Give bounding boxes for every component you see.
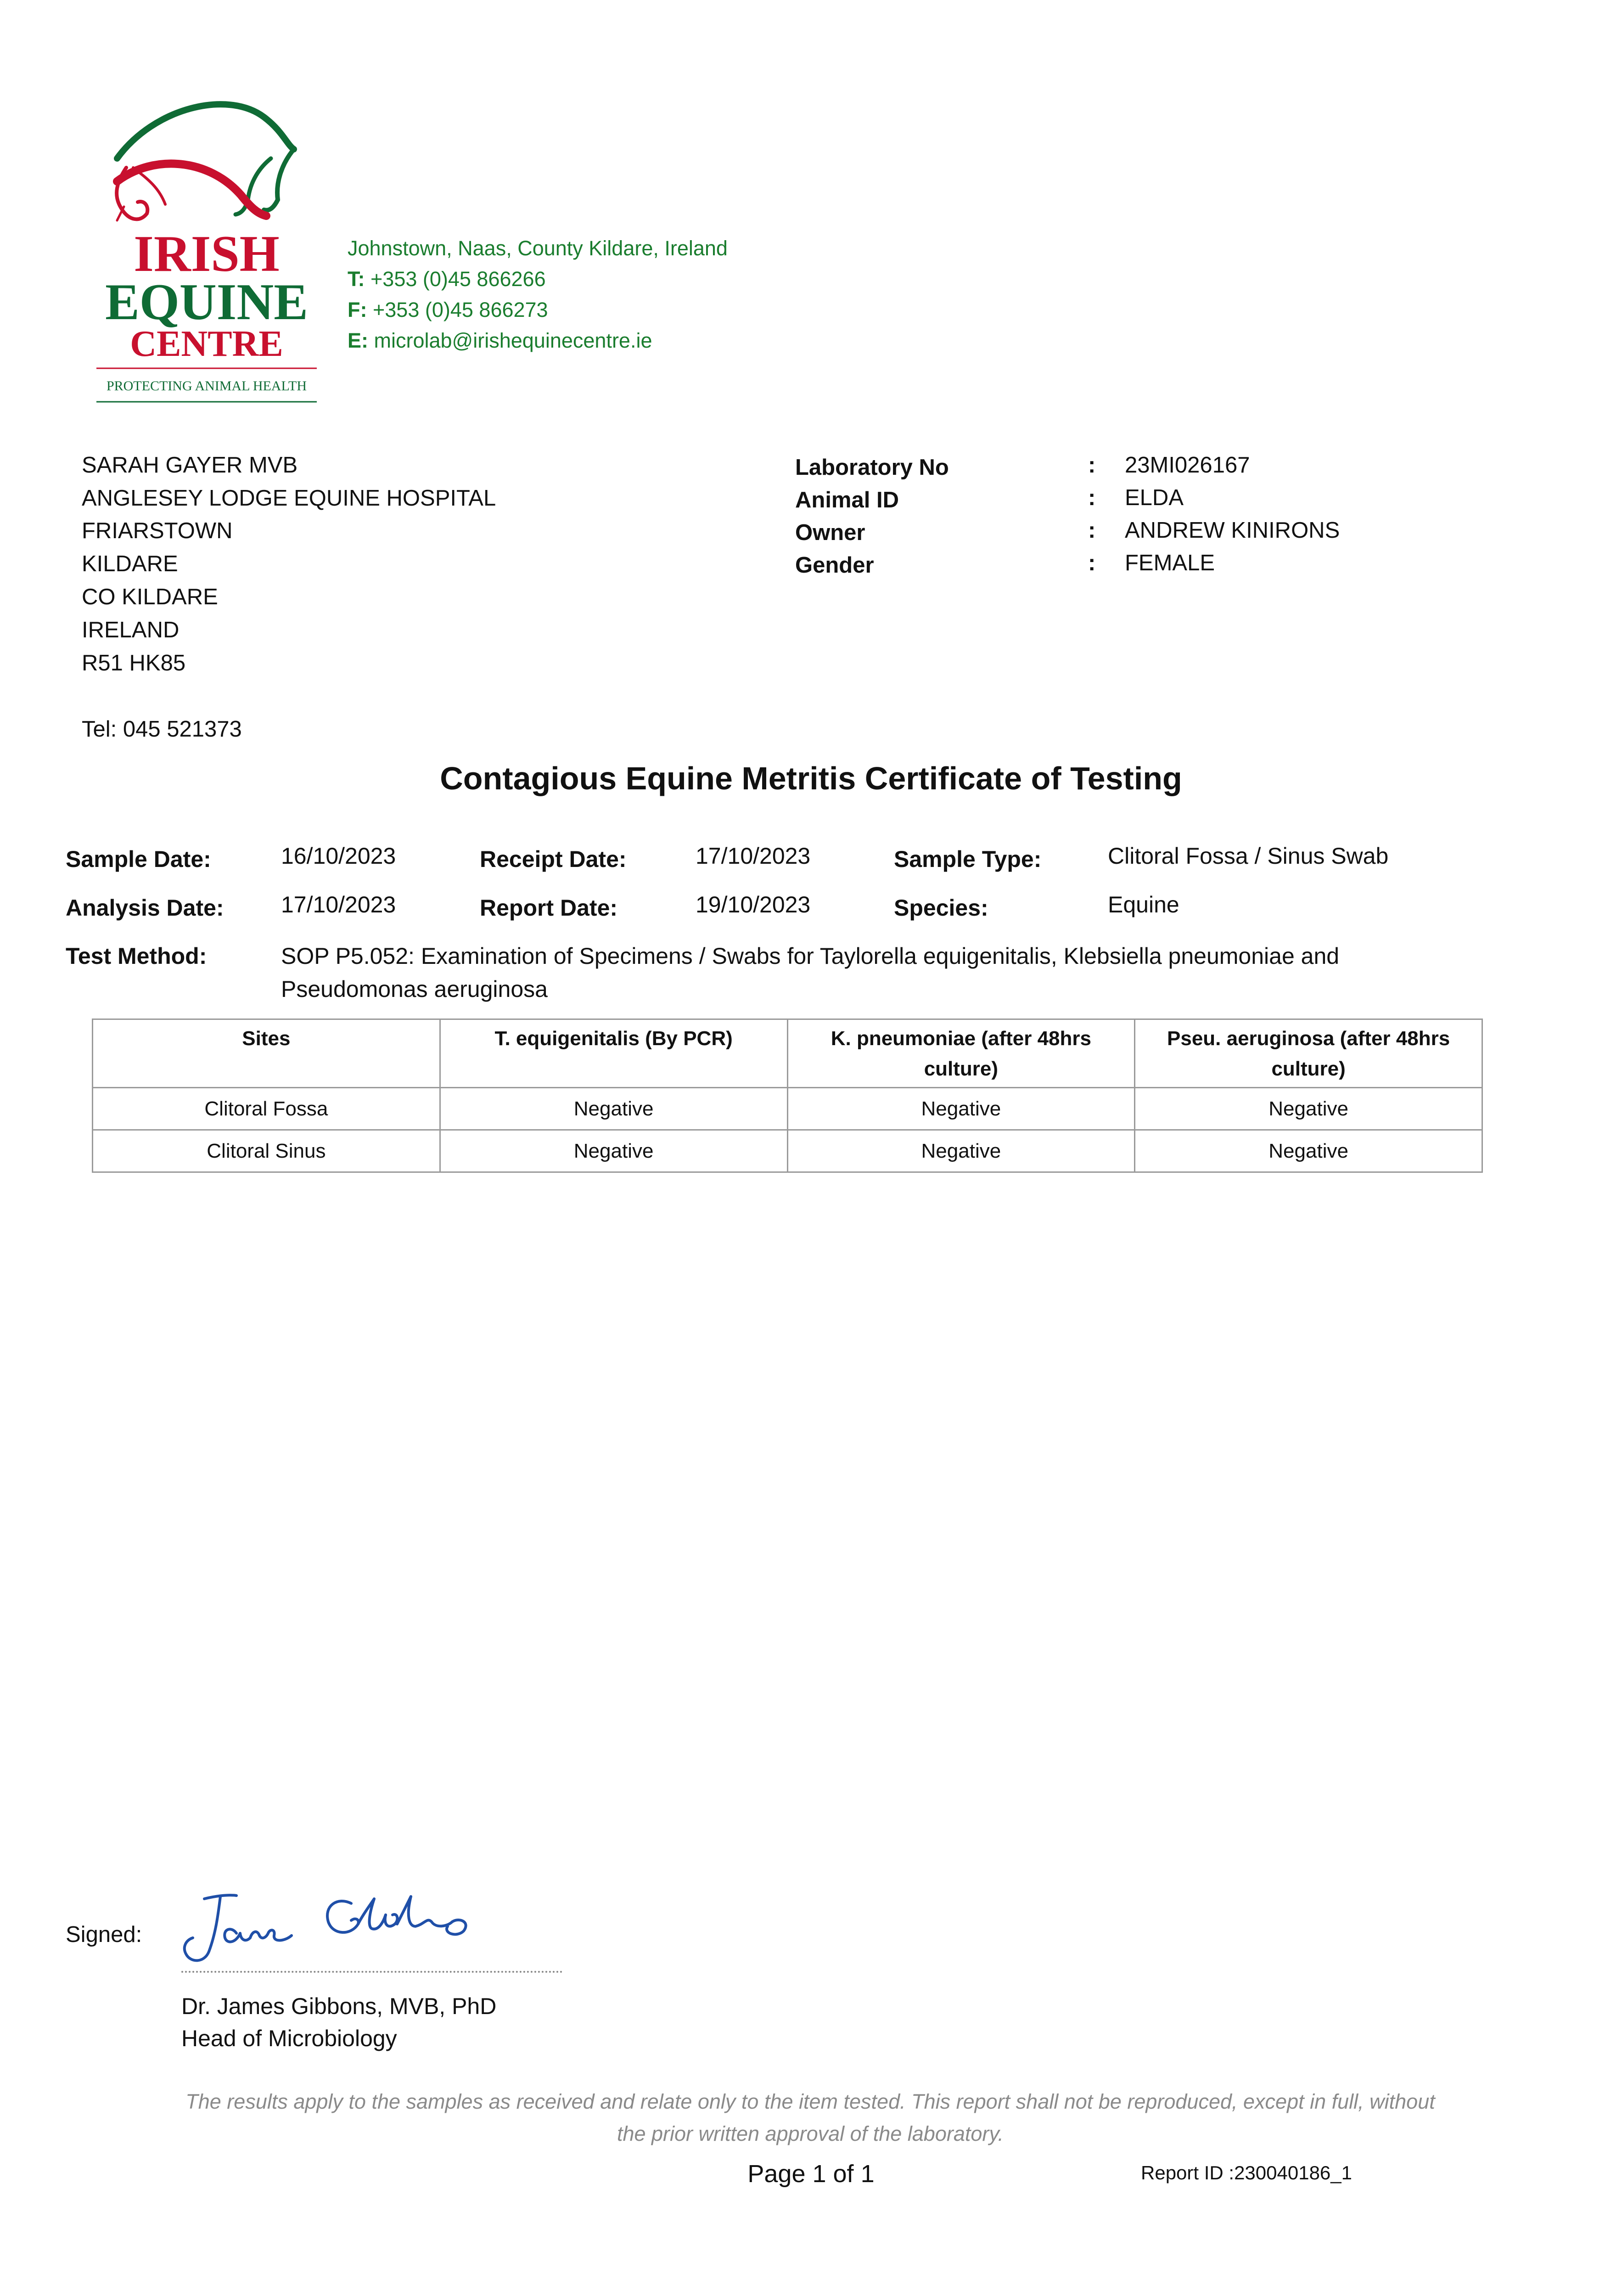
fax-value: +353 (0)45 866273 — [373, 298, 548, 321]
signer-name: Dr. James Gibbons, MVB, PhD — [181, 1993, 497, 2019]
sample-date-value: 16/10/2023 — [281, 843, 396, 869]
contact-fax — [348, 298, 548, 322]
gender-label: Gender — [795, 553, 874, 578]
page-number: Page 1 of 1 — [747, 2160, 875, 2188]
sample-type-value: Clitoral Fossa / Sinus Swab — [1108, 843, 1389, 869]
signature-line — [181, 1971, 562, 1973]
analysis-date-value: 17/10/2023 — [281, 892, 396, 917]
fax-label: F: — [348, 298, 367, 321]
disclaimer-line-1: The results apply to the samples as received and relate only to the item tested. This report shall not be reproduced, except in full, without — [185, 2090, 1435, 2113]
recipient-line: R51 HK85 — [82, 651, 186, 675]
report-date-label: Report Date: — [480, 895, 618, 921]
lab-number-colon: : — [1088, 453, 1096, 478]
cell-site: Clitoral Fossa — [93, 1088, 440, 1130]
disclaimer — [115, 2086, 1506, 2150]
table-row — [93, 1130, 1482, 1172]
horse-logo-icon — [117, 104, 294, 220]
animal-id-colon: : — [1088, 485, 1096, 510]
test-method-line-2: Pseudomonas aeruginosa — [281, 976, 548, 1002]
handwritten-signature — [177, 1878, 507, 1970]
certificate-title: Contagious Equine Metritis Certificate of Testing — [440, 760, 1182, 796]
lab-number-value: 23MI026167 — [1125, 453, 1250, 478]
species-label: Species: — [894, 895, 988, 921]
test-method-label: Test Method: — [66, 943, 207, 969]
signer-role: Head of Microbiology — [181, 2026, 397, 2051]
logo-line-equine: EQUINE — [105, 274, 308, 331]
receipt-date-label: Receipt Date: — [480, 846, 627, 872]
recipient-line: FRIARSTOWN — [82, 518, 233, 543]
sample-type-label: Sample Type: — [894, 846, 1042, 872]
species-value: Equine — [1108, 892, 1179, 917]
phone-value: +353 (0)45 866266 — [370, 267, 546, 291]
recipient-line: KILDARE — [82, 551, 178, 576]
signed-label: Signed: — [66, 1922, 142, 1947]
analysis-date-label: Analysis Date: — [66, 895, 224, 921]
cell-result: Negative — [787, 1088, 1135, 1130]
header-t-equigenitalis: T. equigenitalis (By PCR) — [440, 1019, 787, 1088]
animal-id-label: Animal ID — [795, 488, 899, 512]
recipient-line: IRELAND — [82, 618, 180, 642]
lab-number-label: Laboratory No — [795, 455, 949, 480]
logo-line-irish: IRISH — [134, 225, 280, 282]
contact-address: Johnstown, Naas, County Kildare, Ireland — [348, 236, 728, 260]
logo-tagline: PROTECTING ANIMAL HEALTH — [106, 378, 307, 394]
recipient-line: ANGLESEY LODGE EQUINE HOSPITAL — [82, 486, 496, 511]
recipient-line: SARAH GAYER MVB — [82, 453, 298, 478]
logo-line-centre: CENTRE — [130, 324, 283, 364]
gender-colon: : — [1088, 551, 1096, 575]
animal-id-value: ELDA — [1125, 485, 1184, 510]
report-id: Report ID :230040186_1 — [1141, 2162, 1353, 2183]
contact-email — [348, 329, 652, 353]
table-row — [93, 1088, 1482, 1130]
owner-colon: : — [1088, 518, 1096, 543]
header-pseu-aeruginosa: Pseu. aeruginosa (after 48hrs culture) — [1135, 1019, 1482, 1088]
owner-value: ANDREW KINIRONS — [1125, 518, 1340, 543]
email-label: E: — [348, 329, 368, 352]
email-value: microlab@irishequinecentre.ie — [374, 329, 652, 352]
header-sites: Sites — [93, 1019, 440, 1088]
sample-date-label: Sample Date: — [66, 846, 211, 872]
irish-equine-centre-logo — [90, 90, 328, 411]
cell-site: Clitoral Sinus — [93, 1130, 440, 1172]
report-date-value: 19/10/2023 — [696, 892, 811, 917]
cell-result: Negative — [787, 1130, 1135, 1172]
results-table — [92, 1019, 1483, 1173]
cell-result: Negative — [440, 1088, 787, 1130]
test-method-line-1: SOP P5.052: Examination of Specimens / Swabs for Taylorella equigenitalis, Klebsiella pneumoniae and — [281, 943, 1340, 969]
gender-value: FEMALE — [1125, 551, 1215, 575]
owner-label: Owner — [795, 520, 865, 545]
header-k-pneumoniae: K. pneumoniae (after 48hrs culture) — [787, 1019, 1135, 1088]
contact-phone — [348, 267, 546, 291]
cell-result: Negative — [440, 1130, 787, 1172]
disclaimer-line-2: the prior written approval of the laboratory. — [617, 2122, 1004, 2145]
cell-result: Negative — [1135, 1088, 1482, 1130]
recipient-line: CO KILDARE — [82, 585, 218, 609]
receipt-date-value: 17/10/2023 — [696, 843, 811, 869]
table-header-row — [93, 1019, 1482, 1088]
recipient-tel: Tel: 045 521373 — [82, 717, 242, 742]
phone-label: T: — [348, 267, 365, 291]
cell-result: Negative — [1135, 1130, 1482, 1172]
